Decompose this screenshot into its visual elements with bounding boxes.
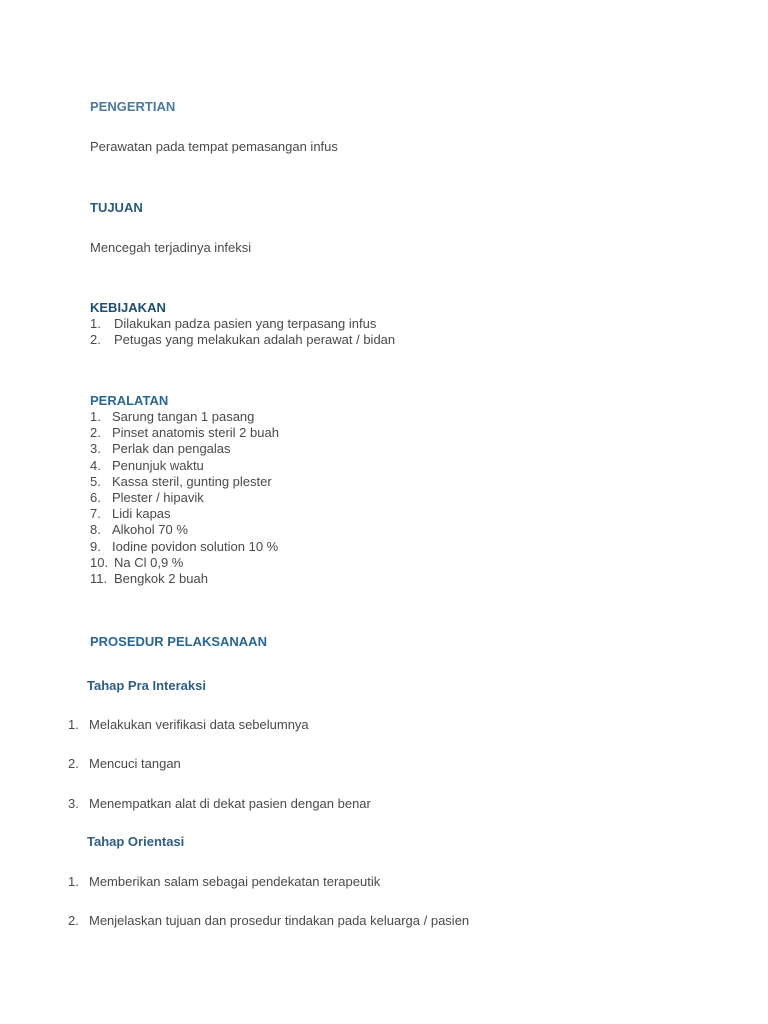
section-heading-pengertian: PENGERTIAN	[90, 99, 176, 114]
list-item-number: 7.	[90, 506, 101, 522]
tujuan-text: Mencegah terjadinya infeksi	[90, 240, 252, 255]
section-heading-tujuan: TUJUAN	[90, 200, 143, 215]
list-item	[90, 474, 279, 490]
list-item-number: 2.	[90, 332, 101, 348]
list-item-text: Pinset anatomis steril 2 buah	[112, 425, 279, 441]
list-item-number: 9.	[90, 538, 101, 554]
list-item-number: 6.	[90, 490, 101, 506]
list-item-text: Penunjuk waktu	[112, 457, 204, 473]
list-item	[90, 441, 279, 457]
list-item	[90, 490, 279, 506]
step-text: Memberikan salam sebagai pendekatan terapeutik	[89, 874, 381, 889]
list-item-number: 1.	[90, 409, 101, 424]
list-item-number: 5.	[90, 473, 101, 489]
section-heading-prosedur: PROSEDUR PELAKSANAAN	[90, 634, 267, 649]
list-item-number: 11.	[90, 571, 108, 587]
list-item-text: Iodine povidon solution 10 %	[112, 538, 279, 554]
list-item	[90, 332, 395, 348]
list-item	[90, 539, 279, 555]
list-item	[90, 409, 279, 425]
kebijakan-list	[90, 316, 395, 348]
list-item-number: 4.	[90, 457, 101, 473]
list-item-text: Dilakukan padza pasien yang terpasang infus	[114, 316, 377, 331]
list-item-text: Lidi kapas	[112, 506, 171, 522]
list-item-number: 10.	[90, 554, 109, 570]
list-item	[90, 458, 279, 474]
list-item	[90, 316, 395, 332]
list-item-text: Perlak dan pengalas	[112, 441, 231, 457]
section-heading-peralatan: PERALATAN	[90, 393, 169, 408]
list-item	[90, 522, 279, 538]
list-item-text: Plester / hipavik	[112, 490, 204, 506]
step-number: 2.	[68, 756, 79, 771]
pengertian-text: Perawatan pada tempat pemasangan infus	[90, 139, 338, 154]
list-item-text: Na Cl 0,9 %	[114, 554, 184, 570]
step-number: 2.	[68, 913, 79, 928]
list-item-number: 2.	[90, 425, 101, 441]
subheading-pra-interaksi: Tahap Pra Interaksi	[87, 678, 206, 693]
subheading-orientasi: Tahap Orientasi	[87, 834, 185, 849]
step-number: 1.	[68, 717, 79, 732]
list-item-text: Kassa steril, gunting plester	[112, 473, 272, 489]
list-item	[90, 555, 279, 571]
step-text: Mencuci tangan	[89, 756, 181, 771]
list-item	[90, 571, 279, 587]
list-item-number: 3.	[90, 441, 101, 457]
list-item	[90, 506, 279, 522]
list-item-text: Petugas yang melakukan adalah perawat / bidan	[114, 332, 396, 348]
list-item-number: 1.	[90, 316, 101, 331]
peralatan-list	[90, 409, 279, 587]
list-item-number: 8.	[90, 522, 101, 538]
list-item-text: Sarung tangan 1 pasang	[112, 409, 255, 424]
step-text: Melakukan verifikasi data sebelumnya	[89, 717, 309, 732]
section-heading-kebijakan: KEBIJAKAN	[90, 300, 166, 315]
list-item-text: Alkohol 70 %	[112, 522, 188, 538]
step-text: Menempatkan alat di dekat pasien dengan benar	[89, 796, 371, 811]
list-item-text: Bengkok 2 buah	[114, 571, 208, 587]
step-number: 3.	[68, 796, 79, 811]
step-number: 1.	[68, 874, 79, 889]
list-item	[90, 425, 279, 441]
step-text: Menjelaskan tujuan dan prosedur tindakan pada keluarga / pasien	[89, 913, 470, 928]
